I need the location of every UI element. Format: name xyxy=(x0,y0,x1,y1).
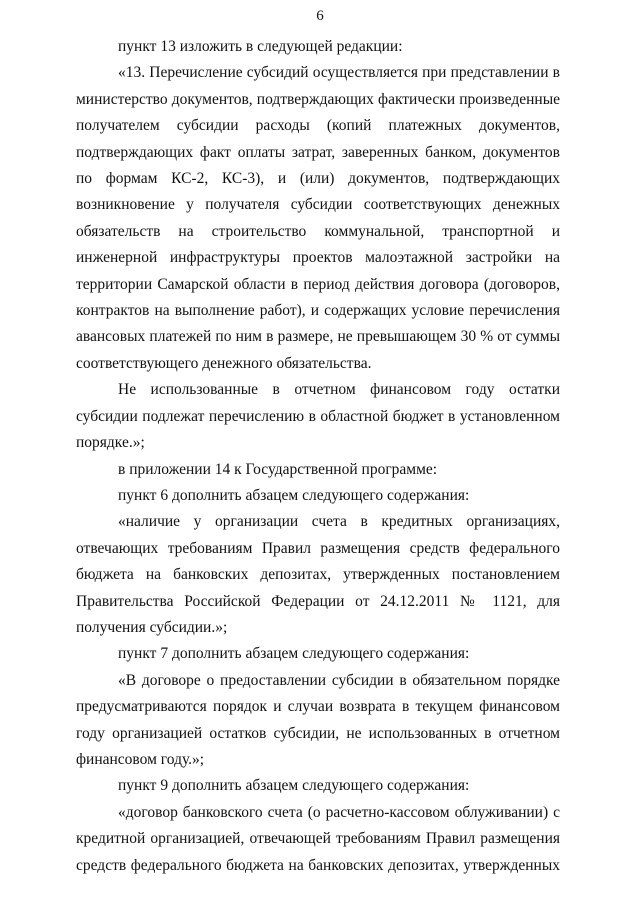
page-number: 6 xyxy=(316,8,324,24)
paragraph-7: пункт 7 дополнить абзацем следующего содержания: xyxy=(118,645,470,663)
paragraph-2: «13. Перечисление субсидий осуществляется при представлении в министерство документов, подтверждающих фактически произведенные получателем субсидии расходы (копий платежных документов, подтверждающих факт оплаты затрат, заверенных банком, документов по формам КС-2, КС-3), и (или) документов, подтверждающих возникновение у получателя субсидии соответствующих денежных обязательств на строительство коммунальной, транспортной и инженерной инфраструктуры проектов малоэтажной застройки на территории Самарской области в период действия договора (договоров, контрактов на выполнение работ), и содержащих условие перечисления авансовых платежей по ним в размере, не превышающем 30 % от суммы соответствующего денежного обязательства. xyxy=(76,64,560,372)
paragraph-3: Не использованные в отчетном финансовом году остатки субсидии подлежат перечислению в областной бюджет в установленном порядке.»; xyxy=(76,381,560,452)
paragraph-8: «В договоре о предоставлении субсидии в обязательном порядке предусматриваются порядок и случаи возврата в текущем финансовом году организацией остатков субсидии, не использованных в отчетном финансовом году.»; xyxy=(76,671,560,768)
paragraph-1: пункт 13 изложить в следующей редакции: xyxy=(118,38,403,55)
paragraph-5: пункт 6 дополнить абзацем следующего содержания: xyxy=(118,486,470,504)
paragraph-4: в приложении 14 к Государственной программе: xyxy=(118,460,438,478)
paragraph-9: пункт 9 дополнить абзацем следующего содержания: xyxy=(118,777,470,795)
paragraph-10: «договор банковского счета (о расчетно-кассовом облуживании) с кредитной организацией, отвечающей требованиям Правил размещения средств федерального бюджета на банковских депозитах, утвержденных xyxy=(76,803,560,874)
paragraph-6: «наличие у организации счета в кредитных организациях, отвечающих требованиям Правил размещения средств федерального бюджета на банковских депозитах, утвержденных постановлением Правительства Российской Федерации от 24.12.2011 № 1121, для получения субсидии.»; xyxy=(76,513,560,636)
document-body xyxy=(76,34,560,879)
